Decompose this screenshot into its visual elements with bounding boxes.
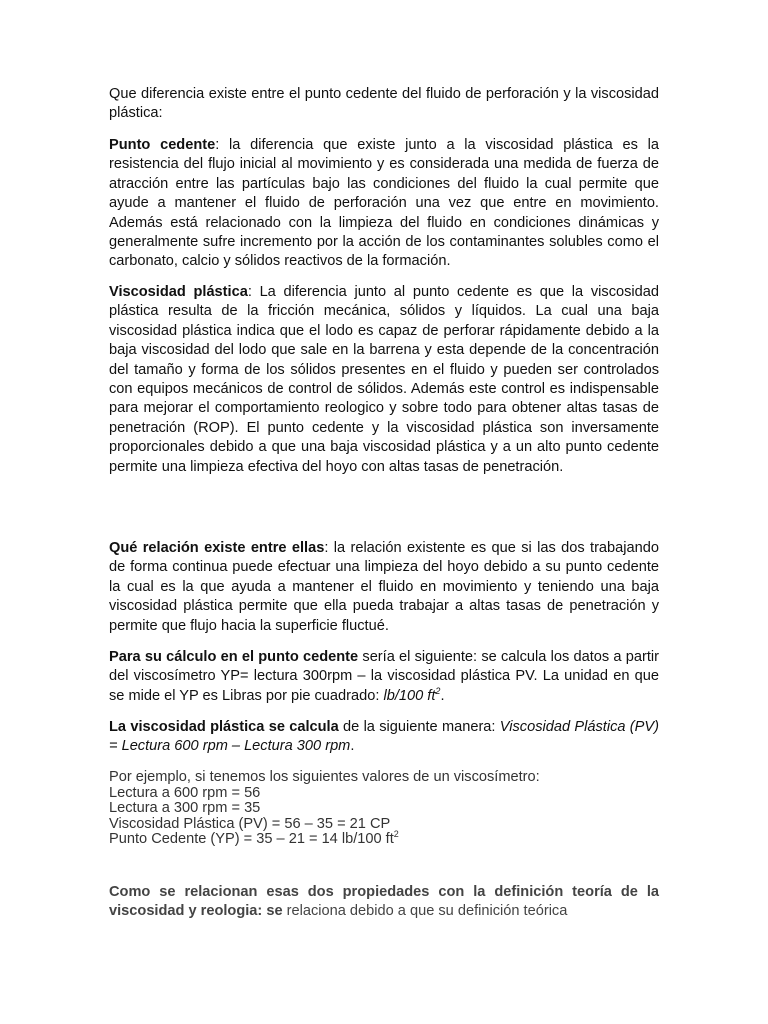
calculo-pc-unit: lb/100 ft xyxy=(383,687,436,704)
example-line-yp-text: Punto Cedente (YP) = 35 – 21 = 14 lb/100 ft xyxy=(109,831,394,848)
example-line-yp xyxy=(109,829,659,848)
viscosidad-plastica-paragraph xyxy=(109,283,659,477)
calculo-vp-end: . xyxy=(350,738,355,755)
relacion-paragraph xyxy=(109,539,659,636)
calculo-pc-label: Para su cálculo en el punto cedente xyxy=(109,649,359,665)
relacion-label: Qué relación existe entre ellas xyxy=(109,540,325,556)
final-text: relaciona debido a que su definición teórica xyxy=(282,903,568,920)
punto-cedente-paragraph xyxy=(109,136,659,272)
calculo-vp-paragraph xyxy=(109,718,659,757)
calculo-pc-end: . xyxy=(440,687,445,704)
final-label: Como se relacionan esas dos propiedades con la definición teoría de la viscosidad y reologia: se xyxy=(109,884,659,920)
example-line-300: Lectura a 300 rpm = 35 xyxy=(109,800,261,817)
example-block xyxy=(109,770,659,848)
example-intro: Por ejemplo, si tenemos los siguientes valores de un viscosímetro: xyxy=(109,769,540,785)
calculo-vp-label: La viscosidad plástica se calcula xyxy=(109,719,339,735)
relacion-text: : la relación existente es que si las dos trabajando de forma continua puede efectuar una limpieza del hoyo debido a su punto cedente la cual es la que ayuda a mantener el fluido en movimiento y teniendo una baja viscosidad plástica permite que ella pueda trabajar a altas tasas de penetración y permite que flujo hacia la superficie fluctué. xyxy=(109,540,659,634)
viscosidad-plastica-text: : La diferencia junto al punto cedente es que la viscosidad plástica resulta de la fricción mecánica, sólidos y líquidos. La cual una baja viscosidad plástica indica que el lodo es capaz de perforar rápidamente debido a la baja viscosidad del lodo que sale en la barrena y esta depende de la concentración del tamaño y forma de los sólidos presentes en el fluido y pueden ser controlados con equipos mecánicos de control de sólidos. Además este control es indispensable para mejorar el comportamiento reologico y sobre todo para obtener altas tasas de penetración (ROP). El punto cedente y la viscosidad plástica son inversamente proporcionales debido a que una baja viscosidad plástica y a un alto punto cedente permite una limpieza efectiva del hoyo con altas tasas de penetración. xyxy=(109,284,659,475)
punto-cedente-text: : la diferencia que existe junto a la viscosidad plástica es la resistencia del flujo inicial al movimiento y es considerada una medida de fuerza de atracción entre las partículas bajo las condiciones del fluido la cual permite que ayude a mantener el fluido de perforación una vez que entre en movimiento. Además está relacionado con la limpieza del fluido en condiciones dinámicas y generalmente sufre incremento por la acción de los contaminantes solubles como el carbonato, calcio y sólidos reactivos de la formación. xyxy=(109,137,660,270)
final-paragraph xyxy=(109,883,659,922)
calculo-pc-paragraph xyxy=(109,648,659,706)
calculo-vp-formula: Viscosidad Plástica (PV) = Lectura 600 rpm – Lectura 300 rpm xyxy=(109,719,659,755)
calculo-pc-unit-sup: 2 xyxy=(435,685,441,696)
example-line-pv: Viscosidad Plástica (PV) = 56 – 35 = 21 CP xyxy=(109,815,391,832)
viscosidad-plastica-label: Viscosidad plástica xyxy=(109,284,248,300)
question-paragraph xyxy=(109,85,659,124)
calculo-pc-text: sería el siguiente: se calcula los datos a partir del viscosímetro YP= lectura 300rpm – la viscosidad plástica PV. La unidad en que se mide el YP es Libras por pie cuadrado: xyxy=(109,649,659,704)
example-line-600: Lectura a 600 rpm = 56 xyxy=(109,784,261,801)
question-text: Que diferencia existe entre el punto cedente del fluido de perforación y la viscosidad plástica: xyxy=(109,86,659,122)
calculo-vp-text: de la siguiente manera: xyxy=(338,719,500,735)
example-line-yp-sup: 2 xyxy=(393,829,399,840)
punto-cedente-label: Punto cedente xyxy=(109,137,216,153)
